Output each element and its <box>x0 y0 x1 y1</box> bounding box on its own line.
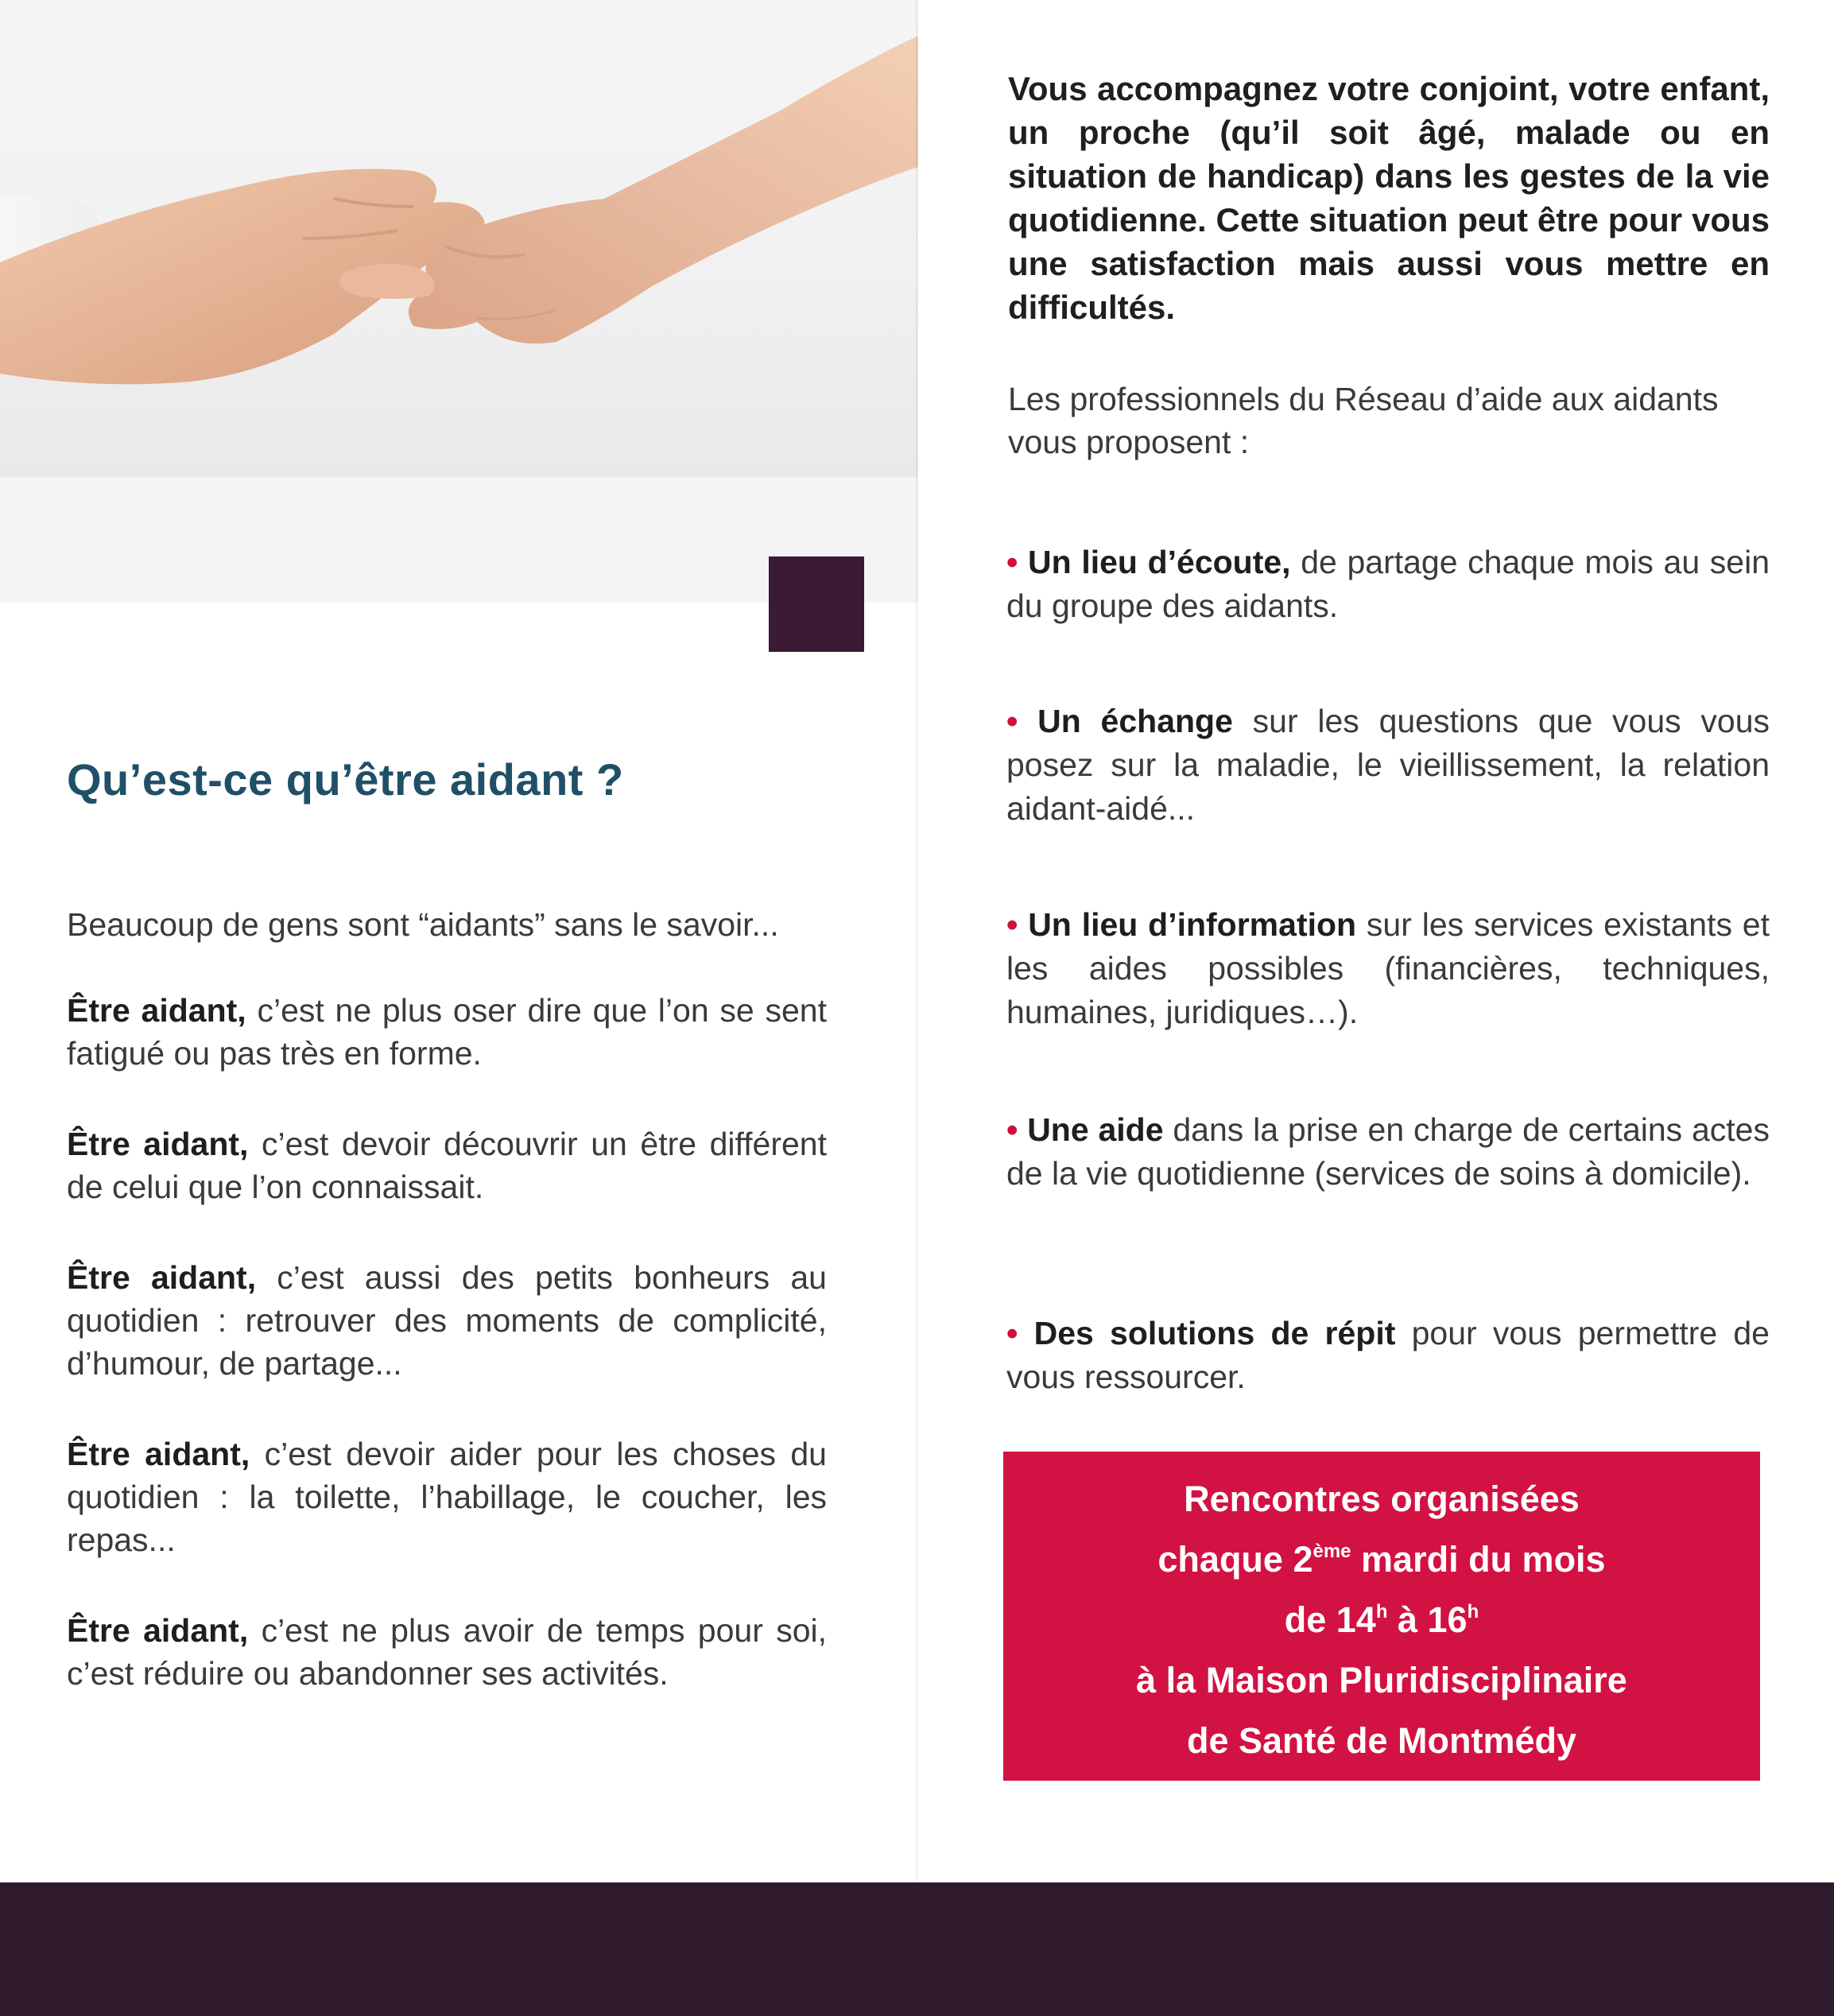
hands-photo <box>0 0 918 603</box>
box-line-4: à la Maison Pluridisciplinaire <box>1136 1660 1627 1700</box>
box-line-3-pre: de 14 <box>1284 1599 1376 1640</box>
right-intro: Vous accompagnez votre conjoint, votre enfant, un proche (qu’il soit âgé, malade ou en situation de handicap) dans les gestes de la vie quotidienne. Cette situation peut être pour vous une satisfaction mais aussi vous mettre en difficultés. <box>1008 70 1770 326</box>
offer-item-5 <box>1006 1312 1770 1399</box>
paragraph-text: c’est ne plus avoir de temps pour soi, c’est réduire ou abandonner ses activités. <box>67 1612 828 1692</box>
paragraph-text: c’est devoir découvrir un être différent de celui que l’on connaissait. <box>67 1126 827 1205</box>
offer-title: Un lieu d’écoute, <box>1028 544 1291 580</box>
offer-text: sur les questions que vous vous posez sur la maladie, le vieillissement, la relation aidant-aidé... <box>1006 703 1770 827</box>
offer-item-2 <box>1006 700 1770 831</box>
box-line-2-pre: chaque 2 <box>1157 1539 1313 1580</box>
paragraph-text: c’est ne plus oser dire que l’on se sent fatigué ou pas très en forme. <box>67 992 827 1072</box>
box-line-5: de Santé de Montmédy <box>1186 1720 1577 1761</box>
paragraph-text: c’est devoir aider pour les choses du quotidien : la toilette, l’habillage, le coucher, les repas... <box>67 1436 827 1558</box>
box-line-3-sup-1: h <box>1375 1601 1388 1622</box>
offer-text: sur les services existants et les aides possibles (financières, techniques, humaines, juridiques…). <box>1006 906 1770 1030</box>
right-lead: Les professionnels du Réseau d’aide aux aidants vous proposent : <box>1008 381 1719 460</box>
bullet-dot: • <box>1006 1111 1018 1148</box>
accent-square <box>769 556 864 652</box>
paragraph-text: c’est aussi des petits bonheurs au quotidien : retrouver des moments de complicité, d’humour, de partage... <box>67 1259 827 1382</box>
paragraph-lead: Être aidant, <box>67 1126 249 1162</box>
paragraph-lead: Être aidant, <box>67 1436 250 1472</box>
meeting-info-box <box>1003 1452 1760 1781</box>
box-line-3-mid: à 16 <box>1387 1599 1468 1640</box>
offer-item-3 <box>1006 903 1770 1034</box>
offer-text: pour vous permettre de vous ressourcer. <box>1006 1315 1770 1395</box>
box-line-2 <box>1003 1529 1760 1590</box>
box-line-2-post: mardi du mois <box>1351 1539 1606 1580</box>
aidant-paragraph-4 <box>67 1433 827 1561</box>
section-title: Qu’est-ce qu’être aidant ? <box>67 754 624 804</box>
aidant-paragraph-5 <box>67 1609 827 1695</box>
offer-text: de partage chaque mois au sein du groupe des aidants. <box>1006 544 1770 624</box>
box-line-1: Rencontres organisées <box>1184 1479 1580 1519</box>
bullet-dot: • <box>1006 703 1018 739</box>
intro-line: Beaucoup de gens sont “aidants” sans le savoir... <box>67 906 779 943</box>
box-line-2-sup: ème <box>1312 1541 1351 1562</box>
bullet-dot: • <box>1006 544 1018 580</box>
paragraph-lead: Être aidant, <box>67 992 246 1029</box>
aidant-paragraph-1 <box>67 989 827 1075</box>
paragraph-lead: Être aidant, <box>67 1259 257 1296</box>
offer-item-4 <box>1006 1108 1770 1196</box>
paragraph-lead: Être aidant, <box>67 1612 249 1649</box>
offer-title: Un lieu d’information <box>1028 906 1357 943</box>
bullet-dot: • <box>1006 906 1018 943</box>
offer-title: Une aide <box>1027 1111 1164 1148</box>
box-line-3 <box>1003 1590 1760 1650</box>
box-line-3-sup-2: h <box>1467 1601 1479 1622</box>
aidant-paragraph-3 <box>67 1256 827 1385</box>
offer-title: Un échange <box>1037 703 1233 739</box>
offer-item-1 <box>1006 541 1770 628</box>
aidant-paragraph-2 <box>67 1122 827 1208</box>
offer-text: dans la prise en charge de certains actes de la vie quotidienne (services de soins à domicile). <box>1006 1111 1770 1192</box>
bullet-dot: • <box>1006 1315 1018 1351</box>
offer-title: Des solutions de répit <box>1033 1315 1396 1351</box>
hands-illustration <box>0 0 918 603</box>
bottom-band <box>0 1882 1834 2016</box>
fold-line <box>916 0 917 2016</box>
